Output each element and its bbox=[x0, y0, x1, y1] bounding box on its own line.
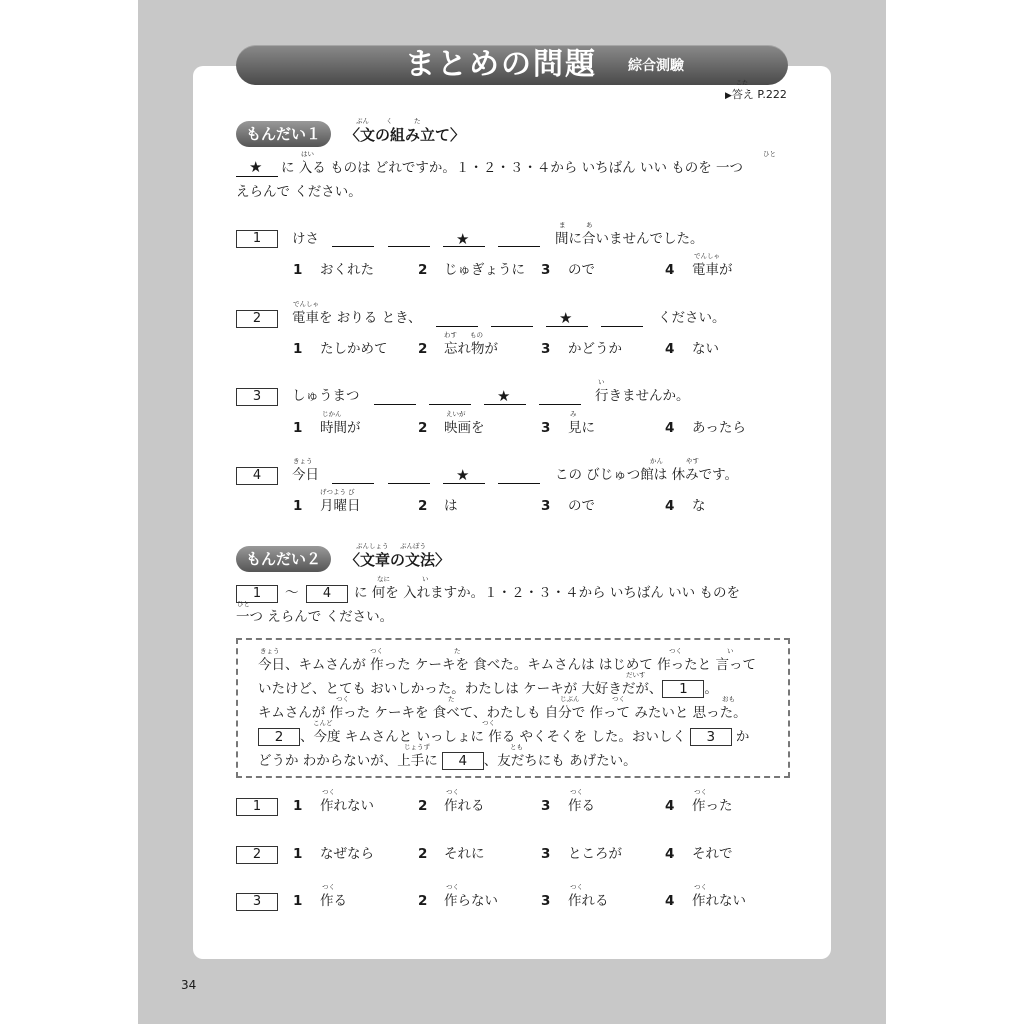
option-text[interactable]: おくれた bbox=[320, 262, 374, 278]
question-number-box: 3 bbox=[236, 388, 278, 406]
option-number: 1 bbox=[293, 420, 303, 436]
page-number: 34 bbox=[181, 978, 197, 992]
option-number: 1 bbox=[293, 893, 303, 909]
option-text[interactable]: それに bbox=[444, 846, 485, 862]
ruby: つく bbox=[446, 788, 459, 796]
passage-blank-2[interactable]: 2 bbox=[258, 728, 300, 746]
ruby: つく bbox=[446, 883, 459, 891]
option-text[interactable]: ので bbox=[568, 498, 595, 514]
question-tail: 行きませんか。 bbox=[595, 388, 690, 404]
ruby: ひと bbox=[237, 600, 250, 608]
passage-line-4 bbox=[258, 727, 749, 747]
question-tail: ください。 bbox=[658, 310, 726, 326]
option-number: 2 bbox=[418, 341, 428, 357]
section1-title: 〈文の組み立て〉 bbox=[345, 126, 466, 144]
question-lead: けさ bbox=[292, 231, 319, 247]
option-number: 1 bbox=[293, 341, 303, 357]
ruby: つく bbox=[322, 788, 335, 796]
ruby: つく bbox=[694, 883, 707, 891]
passage-text: いたけど、とても おいしかった。わたしは ケーキが 大好きだが、 bbox=[258, 681, 663, 697]
option-number: 1 bbox=[293, 846, 303, 862]
triangle-icon: ▶ bbox=[725, 91, 732, 101]
star-icon: ★ bbox=[497, 387, 511, 405]
ruby: だいす bbox=[626, 671, 646, 679]
ruby: やす bbox=[686, 457, 699, 465]
ruby: た bbox=[454, 647, 461, 655]
ruby: い bbox=[422, 575, 429, 583]
answer-blank bbox=[498, 483, 540, 484]
question-lead: 今日 bbox=[292, 467, 319, 483]
ruby: ひと bbox=[763, 150, 776, 158]
ruby: ま bbox=[559, 221, 566, 229]
ruby: く bbox=[386, 117, 393, 125]
section2-title: 〈文章の文法〉 bbox=[345, 551, 451, 569]
section2-label: もんだい２ bbox=[236, 546, 331, 572]
ruby: つく bbox=[482, 719, 495, 727]
option-text[interactable]: 時間が bbox=[320, 420, 361, 436]
ruby: た bbox=[414, 117, 421, 125]
passage-line-2 bbox=[258, 679, 718, 699]
star-icon: ★ bbox=[559, 309, 573, 327]
ruby: い bbox=[727, 647, 734, 655]
question-number-box: 3 bbox=[236, 893, 278, 911]
question-number-box: 2 bbox=[236, 310, 278, 328]
answer-ref-text: 答え P.222 bbox=[731, 88, 787, 101]
option-number: 4 bbox=[665, 846, 675, 862]
passage-line-5 bbox=[258, 751, 637, 771]
ruby: かん bbox=[650, 457, 663, 465]
option-number: 3 bbox=[541, 498, 551, 514]
ruby: た bbox=[448, 695, 455, 703]
option-number: 3 bbox=[541, 846, 551, 862]
ruby: でんしゃ bbox=[694, 252, 720, 260]
answer-blank bbox=[539, 404, 581, 405]
ruby: えいが bbox=[446, 410, 466, 418]
passage-blank-1[interactable]: 1 bbox=[662, 680, 704, 698]
question-number-box: 4 bbox=[236, 467, 278, 485]
question-tail: この びじゅつ館は 休みです。 bbox=[555, 467, 739, 483]
option-number: 3 bbox=[541, 798, 551, 814]
ruby: おも bbox=[722, 695, 735, 703]
ruby: じぶん bbox=[560, 695, 580, 703]
option-number: 2 bbox=[418, 498, 428, 514]
option-text[interactable]: 月曜日 bbox=[320, 498, 361, 514]
section1-instruction-line2: えらんで ください。 bbox=[236, 184, 362, 200]
ruby: でんしゃ bbox=[293, 300, 319, 308]
option-number: 2 bbox=[418, 798, 428, 814]
ruby: ぶんぽう bbox=[400, 542, 426, 550]
question-number-box: 2 bbox=[236, 846, 278, 864]
option-text[interactable]: 作れない bbox=[692, 893, 746, 909]
passage-text: か bbox=[735, 729, 750, 745]
ruby: こた bbox=[736, 80, 749, 87]
question-lead: 電車を おりる とき、 bbox=[292, 310, 422, 326]
option-text[interactable]: 作る bbox=[568, 798, 595, 814]
ruby: い bbox=[598, 378, 605, 386]
ruby: つく bbox=[336, 695, 349, 703]
ruby: ぶん bbox=[356, 117, 369, 125]
section1-label: もんだい１ bbox=[236, 121, 331, 147]
option-text[interactable]: じゅぎょうに bbox=[444, 262, 525, 278]
option-number: 4 bbox=[665, 798, 675, 814]
option-text[interactable]: 作る bbox=[320, 893, 347, 909]
question-number-box: 1 bbox=[236, 798, 278, 816]
ruby: こんど bbox=[313, 719, 333, 727]
option-text[interactable]: 作った bbox=[692, 798, 733, 814]
option-number: 3 bbox=[541, 420, 551, 436]
ruby: じょうず bbox=[404, 743, 430, 751]
option-number: 3 bbox=[541, 341, 551, 357]
star-icon: ★ bbox=[456, 466, 470, 484]
ruby: げつよう び bbox=[320, 488, 355, 496]
ruby: つく bbox=[612, 695, 625, 703]
question-tail: 間に合いませんでした。 bbox=[555, 231, 704, 247]
option-text[interactable]: ない bbox=[692, 341, 719, 357]
option-text[interactable]: 作れない bbox=[320, 798, 374, 814]
option-text[interactable]: かどうか bbox=[568, 341, 622, 357]
option-text[interactable]: ので bbox=[568, 262, 595, 278]
ruby: つく bbox=[570, 883, 583, 891]
star-icon: ★ bbox=[456, 230, 470, 248]
option-number: 3 bbox=[541, 262, 551, 278]
ruby: つく bbox=[370, 647, 383, 655]
passage-text: 、今度 キムさんと いっしょに 作る やくそくを した。おいしく bbox=[300, 729, 686, 745]
answer-blank bbox=[601, 326, 643, 327]
answer-blank bbox=[332, 246, 374, 247]
option-text[interactable]: たしかめて bbox=[320, 341, 388, 357]
ruby: つく bbox=[322, 883, 335, 891]
ruby: つく bbox=[669, 647, 682, 655]
ruby: わす もの bbox=[444, 331, 483, 339]
option-text[interactable]: 作れる bbox=[444, 798, 485, 814]
option-text[interactable]: なぜなら bbox=[320, 846, 374, 862]
instruction-box-from: 1 bbox=[236, 585, 278, 603]
option-text[interactable]: 映画を bbox=[444, 420, 485, 436]
answer-blank bbox=[332, 483, 374, 484]
ruby: ぶんしょう bbox=[356, 542, 389, 550]
option-number: 4 bbox=[665, 262, 675, 278]
section1-instruction-line1: に 入る ものは どれですか。１・２・３・４から いちばん いい ものを 一つ bbox=[281, 160, 744, 176]
option-number: 3 bbox=[541, 893, 551, 909]
option-text[interactable]: な bbox=[692, 498, 706, 514]
option-text[interactable]: 作れる bbox=[568, 893, 609, 909]
ruby: なに bbox=[377, 575, 390, 583]
answer-reference bbox=[725, 80, 787, 103]
passage-text: 。 bbox=[704, 681, 718, 697]
option-number: 2 bbox=[418, 846, 428, 862]
question-lead: しゅうまつ bbox=[292, 388, 360, 404]
ruby: つく bbox=[694, 788, 707, 796]
option-number: 4 bbox=[665, 893, 675, 909]
question-number-box: 1 bbox=[236, 230, 278, 248]
answer-blank bbox=[491, 326, 533, 327]
ruby: きょう bbox=[293, 457, 313, 465]
option-text[interactable]: 電車が bbox=[692, 262, 733, 278]
option-text[interactable]: 作らない bbox=[444, 893, 498, 909]
section2-instruction-line2: 一つ えらんで ください。 bbox=[236, 609, 394, 625]
passage-text: 、友だちにも あげたい。 bbox=[483, 753, 637, 769]
answer-blank bbox=[429, 404, 471, 405]
option-text[interactable]: ところが bbox=[568, 846, 622, 862]
ruby: じかん bbox=[322, 410, 342, 418]
ruby: あ bbox=[586, 221, 593, 229]
passage-blank-3[interactable]: 3 bbox=[690, 728, 732, 746]
instruction-tilde: ～ bbox=[285, 585, 299, 601]
option-text[interactable]: 見に bbox=[568, 420, 595, 436]
page-title: まとめの問題 bbox=[405, 47, 597, 82]
passage-line-3: キムさんが 作った ケーキを 食べて、わたしも 自分で 作って みたいと 思った。 bbox=[258, 705, 747, 721]
ruby: はい bbox=[301, 150, 314, 158]
page-subtitle: 綜合測驗 bbox=[628, 58, 684, 74]
option-number: 1 bbox=[293, 498, 303, 514]
option-text[interactable]: それで bbox=[692, 846, 733, 862]
passage-line-1: 今日、キムさんが 作った ケーキを 食べた。キムさんは はじめて 作ったと 言って bbox=[258, 657, 756, 673]
passage-text: どうか わからないが、上手に bbox=[258, 753, 438, 769]
option-number: 4 bbox=[665, 420, 675, 436]
answer-blank bbox=[374, 404, 416, 405]
option-text[interactable]: は bbox=[444, 498, 458, 514]
option-number: 4 bbox=[665, 498, 675, 514]
option-text[interactable]: あったら bbox=[692, 420, 746, 436]
ruby: とも bbox=[510, 743, 523, 751]
section2-instruction-line1: に 何を 入れますか。１・２・３・４から いちばん いい ものを bbox=[354, 585, 740, 601]
ruby: つく bbox=[570, 788, 583, 796]
ruby: きょう bbox=[260, 647, 280, 655]
answer-blank bbox=[388, 483, 430, 484]
answer-blank bbox=[436, 326, 478, 327]
answer-blank bbox=[388, 246, 430, 247]
ruby: み bbox=[570, 410, 577, 418]
option-number: 2 bbox=[418, 420, 428, 436]
instruction-blank bbox=[236, 176, 278, 177]
answer-blank bbox=[498, 246, 540, 247]
option-number: 2 bbox=[418, 262, 428, 278]
passage-blank-4[interactable]: 4 bbox=[442, 752, 484, 770]
option-number: 2 bbox=[418, 893, 428, 909]
option-number: 1 bbox=[293, 798, 303, 814]
option-number: 1 bbox=[293, 262, 303, 278]
instruction-box-to: 4 bbox=[306, 585, 348, 603]
star-icon: ★ bbox=[249, 158, 263, 176]
option-number: 4 bbox=[665, 341, 675, 357]
option-text[interactable]: 忘れ物が bbox=[444, 341, 498, 357]
